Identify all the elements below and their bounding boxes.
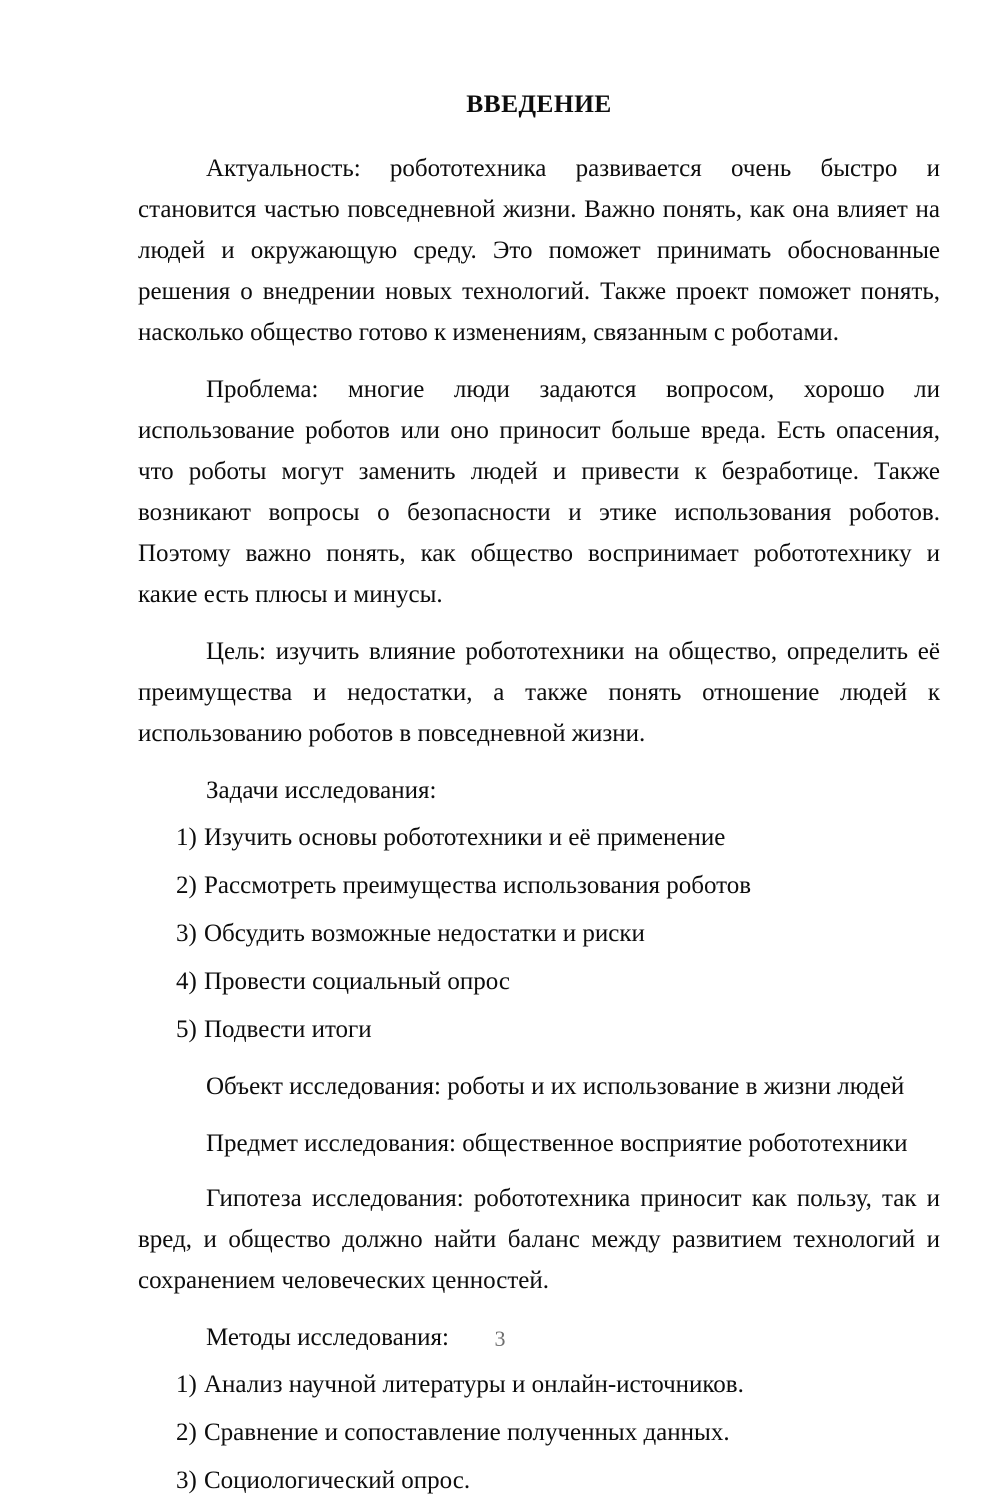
paragraph-goal: Цель: изучить влияние робототехники на общество, определить её преимущества и недостатки, а также понять отношение людей к использованию роботов в повседневной жизни. [138,637,940,747]
document-content [138,88,940,1501]
list-item-label: Изучить основы робототехники и её применение [204,823,726,851]
methods-heading: Методы исследования: [206,1323,449,1351]
page-number: 3 [494,1326,506,1351]
list-item-marker: 5) [176,1015,197,1043]
tasks-heading: Задачи исследования: [206,776,437,804]
list-item-label: Провести социальный опрос [204,967,511,995]
list-item [138,913,940,954]
list-item-marker: 4) [176,967,197,995]
list-item [138,1364,940,1405]
paragraph-object: Объект исследования: роботы и их использование в жизни людей [206,1072,905,1100]
list-item [138,817,940,858]
list-item-marker: 3) [176,1466,197,1494]
list-item [138,865,940,906]
list-item-label: Подвести итоги [204,1015,372,1043]
list-item-label: Анализ научной литературы и онлайн-источников. [204,1370,744,1398]
page-title: ВВЕДЕНИЕ [466,89,612,118]
list-item-label: Социологический опрос. [204,1466,471,1494]
list-item-label: Рассмотреть преимущества использования роботов [204,871,752,899]
paragraph-relevance: Актуальность: робототехника развивается очень быстро и становится частью повседневной жизни. Важно понять, как она влияет на людей и окружающую среду. Это поможет принимать обоснованные решения о внедрении новых технологий. Также проект поможет понять, насколько общество готово к изменениям, связанным с роботами. [138,154,940,346]
paragraph-problem: Проблема: многие люди задаются вопросом, хорошо ли использование роботов или оно приносит больше вреда. Есть опасения, что роботы могут заменить людей и привести к безработице. Также возникают вопросы о безопасности и этике использования роботов. Поэтому важно понять, как общество воспринимает робототехнику и какие есть плюсы и минусы. [138,375,940,608]
paragraph-subject: Предмет исследования: общественное восприятие робототехники [206,1129,908,1157]
list-item-label: Сравнение и сопоставление полученных данных. [204,1418,730,1446]
list-item-marker: 2) [176,871,197,899]
methods-list [138,1364,940,1501]
list-item-label: Обсудить возможные недостатки и риски [204,919,645,947]
list-item-marker: 2) [176,1418,197,1446]
list-item [138,1412,940,1453]
tasks-list [138,817,940,1050]
list-item [138,1009,940,1050]
list-item [138,1460,940,1501]
list-item-marker: 3) [176,919,197,947]
list-item-marker: 1) [176,1370,197,1398]
list-item-marker: 1) [176,823,197,851]
list-item [138,961,940,1002]
paragraph-hypothesis: Гипотеза исследования: робототехника приносит как пользу, так и вред, и общество должно найти баланс между развитием технологий и сохранением человеческих ценностей. [138,1184,940,1294]
